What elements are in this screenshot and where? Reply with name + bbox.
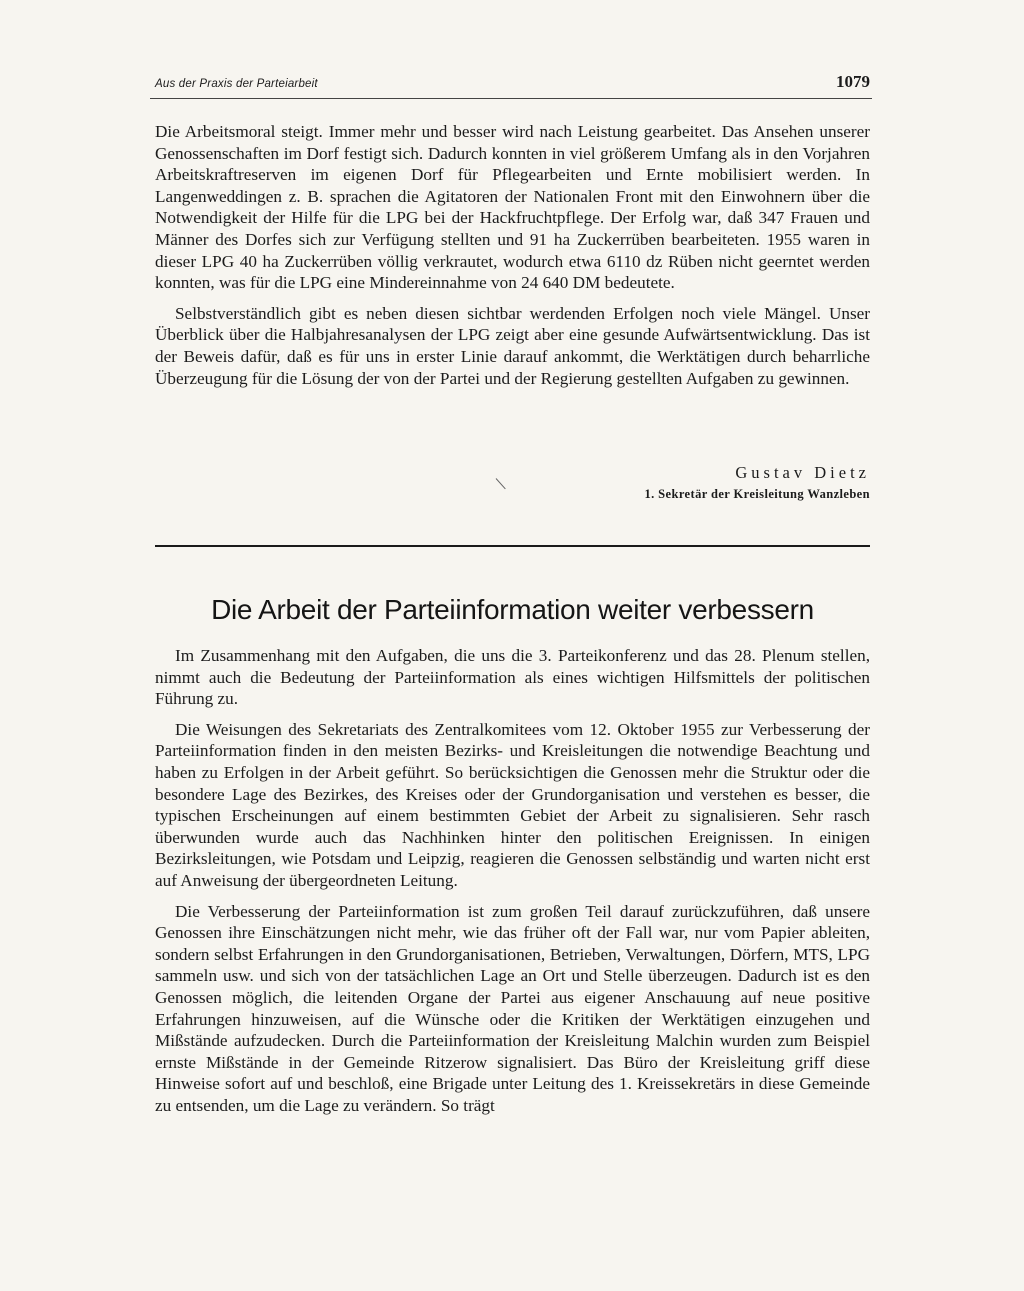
paragraph: Selbstverständlich gibt es neben diesen sichtbar werdenden Erfolgen noch viele Mängel. Unser Überblick über die Halbjahresanalysen der LPG zeigt aber eine gesunde Aufwärtsentwicklung. Das ist der Beweis dafür, daß es für uns in erster Linie darauf ankommt, die Werktätigen durch beharrliche Überzeugung für die Lösung der von der Partei und der Regierung gestellten Aufgaben zu gewinnen. [155,303,870,388]
paragraph: Die Arbeitsmoral steigt. Immer mehr und besser wird nach Leistung gearbeitet. Das Ansehen unserer Genossenschaften im Dorf festigt sich. Dadurch konnten in viel größerem Umfang als in den Vorjahren Arbeitskraftreserven im eigenen Dorf für Pflegearbeiten und Ernte mobilisiert werden. In Langenweddingen z. B. sprachen die Agitatoren der Nationalen Front mit den Einwohnern über die Notwendigkeit der Hilfe für die LPG bei der Hackfruchtpflege. Der Erfolg war, daß 347 Frauen und Männer des Dorfes sich zur Verfügung stellten und 91 ha Zuckerrüben bearbeiteten. 1955 waren in dieser LPG 40 ha Zuckerrüben völlig verkrautet, wodurch etwa 6110 dz Rüben nicht geerntet werden konnten, was für die LPG eine Mindereinnahme von 24 640 DM bedeutete. [155,122,870,293]
paragraph: Die Verbesserung der Parteiinformation ist zum großen Teil darauf zurückzuführen, daß unsere Genossen ihre Einschätzungen nicht mehr, wie das früher oft der Fall war, nur vom Papier ableiten, sondern selbst Erfahrungen in den Grundorganisationen, Betrieben, Verwaltungen, Dörfern, MTS, LPG sammeln usw. und sich von der tatsächlichen Lage an Ort und Stelle überzeugen. Dadurch ist es den Genossen möglich, die leitenden Organe der Partei aus eigener Anschauung auf neue positive Erfahrungen hinzuweisen, auf die Wünsche oder die Kritiken der Werktätigen einzugehen und Mißstände aufzudecken. Durch die Parteiinformation der Kreisleitung Malchin wurden zum Beispiel ernste Mißstände in der Gemeinde Ritzerow signalisiert. Das Büro der Kreisleitung griff diese Hinweise sofort auf und beschloß, eine Brigade unter Leitung des 1. Kreissekretärs in diese Gemeinde zu entsenden, um die Lage zu verändern. So trägt [155,901,870,1115]
stray-mark [496,478,506,489]
page-number: 1079 [836,72,870,91]
article-body [155,645,870,1116]
header-rule [150,98,872,99]
article-title: Die Arbeit der Parteiinformation weiter verbessern [211,594,814,625]
author-name: Gustav Dietz [735,463,870,482]
author-role: 1. Sekretär der Kreisleitung Wanzleben [644,487,870,501]
continued-article-body [155,121,870,389]
paragraph: Im Zusammenhang mit den Aufgaben, die uns die 3. Parteikonferenz und das 28. Plenum stellen, nimmt auch die Bedeutung der Parteiinformation als eines wichtigen Hilfsmittels der politischen Führung zu. [155,646,870,709]
running-head-title: Aus der Praxis der Parteiarbeit [155,78,318,90]
section-divider [155,545,870,547]
paragraph: Die Weisungen des Sekretariats des Zentralkomitees vom 12. Oktober 1955 zur Verbesserung der Parteiinformation finden in den meisten Bezirks- und Kreisleitungen die notwendige Beachtung und haben zu Erfolgen in der Arbeit geführt. So berücksichtigen die Genossen mehr die Struktur oder die besondere Lage des Bezirkes, des Kreises oder der Grundorganisation und verstehen es besser, die typischen Erscheinungen auf einem bestimmten Gebiet der Arbeit zu signalisieren. Sehr rasch überwunden wurde auch das Nachhinken hinter den politischen Ereignissen. In einigen Bezirksleitungen, wie Potsdam und Leipzig, reagieren die Genossen selbständig und warten nicht erst auf Anweisung der übergeordneten Leitung. [155,719,870,890]
